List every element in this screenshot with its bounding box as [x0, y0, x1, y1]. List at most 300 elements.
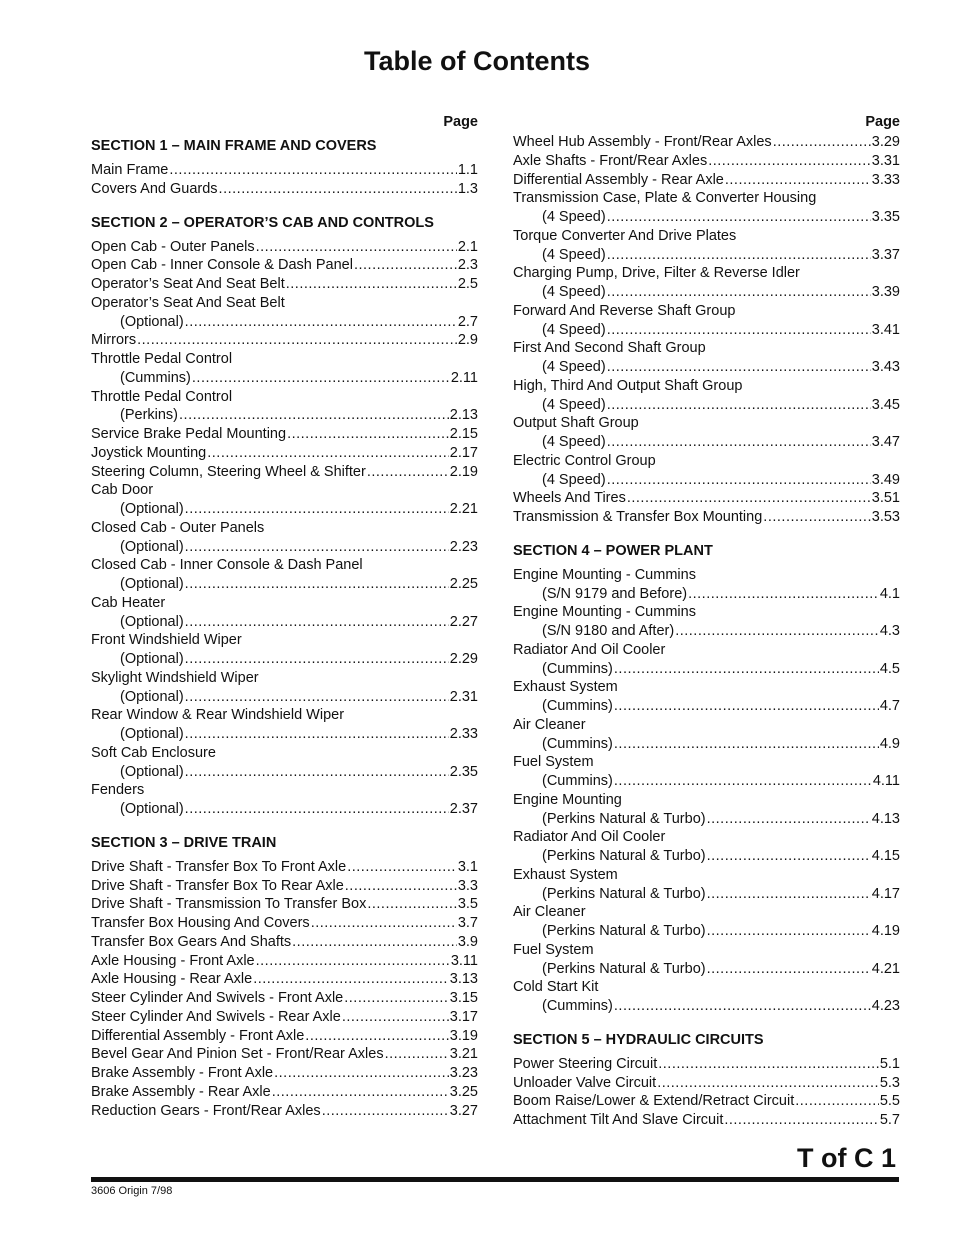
toc-entry[interactable]	[513, 508, 900, 527]
toc-entry-page: 3.13	[449, 971, 478, 988]
page-column-header: Page	[865, 114, 900, 130]
dot-leader	[607, 208, 871, 227]
toc-entry-page: 3.7	[457, 915, 478, 931]
toc-entry-title: Operator’s Seat And Seat Belt	[91, 294, 285, 311]
toc-entry[interactable]	[91, 444, 478, 463]
section-heading: SECTION 2 – OPERATOR’S CAB AND CONTROLS	[91, 214, 434, 231]
dot-leader	[688, 585, 879, 604]
section-entries	[513, 566, 900, 1016]
toc-entry[interactable]	[513, 414, 900, 433]
toc-entry[interactable]	[91, 763, 478, 782]
toc-entry-title: Air Cleaner	[513, 716, 586, 733]
toc-entry-page: 2.27	[449, 613, 478, 630]
dot-leader	[253, 970, 449, 989]
toc-entry-page: 1.1	[457, 162, 478, 178]
toc-entry-title: Attachment Tilt And Slave Circuit	[513, 1112, 724, 1128]
toc-entry[interactable]	[91, 294, 478, 313]
dot-leader	[305, 1027, 448, 1046]
section-heading: SECTION 5 – HYDRAULIC CIRCUITS	[513, 1031, 764, 1048]
toc-entry[interactable]	[91, 1045, 478, 1064]
dot-leader	[347, 858, 457, 877]
toc-entry[interactable]	[513, 489, 900, 508]
toc-entry-page: 3.35	[871, 209, 900, 225]
toc-entry-title: Reduction Gears - Front/Rear Axles	[91, 1102, 321, 1119]
toc-entry-title: (4 Speed)	[542, 471, 606, 488]
toc-entry-title: Power Steering Circuit	[513, 1055, 658, 1072]
toc-entry-page: 2.33	[449, 726, 478, 742]
dot-leader	[256, 238, 457, 257]
toc-entry[interactable]	[91, 800, 478, 819]
toc-entry-title: (4 Speed)	[542, 209, 606, 225]
dot-leader	[219, 180, 457, 199]
toc-entry-title: (Cummins)	[542, 735, 613, 752]
footer-rule	[91, 1177, 899, 1182]
toc-entry[interactable]	[91, 858, 478, 877]
toc-entry-title: Output Shaft Group	[513, 415, 639, 432]
section-entries	[91, 238, 478, 819]
toc-entry-title: (4 Speed)	[542, 359, 606, 375]
toc-entry[interactable]	[91, 1027, 478, 1046]
toc-entry[interactable]	[91, 481, 478, 500]
toc-entry-title: Radiator And Oil Cooler	[513, 641, 666, 658]
dot-leader	[773, 133, 871, 152]
toc-entry[interactable]	[91, 180, 478, 199]
toc-entry-page: 3.25	[449, 1083, 478, 1100]
toc-entry-page: 4.19	[871, 923, 900, 939]
toc-entry[interactable]	[513, 866, 900, 885]
dot-leader	[708, 152, 871, 171]
toc-entry-page: 5.3	[879, 1074, 900, 1091]
toc-entry[interactable]	[91, 369, 478, 388]
dot-leader	[707, 922, 871, 941]
dot-leader	[185, 613, 449, 632]
toc-entry-title: (Optional)	[120, 688, 184, 705]
toc-entry[interactable]	[513, 641, 900, 660]
toc-entry[interactable]	[513, 1111, 900, 1130]
toc-entry-page: 2.35	[449, 763, 478, 780]
toc-entry[interactable]	[513, 772, 900, 791]
toc-entry-title: Closed Cab - Inner Console & Dash Panel	[91, 557, 363, 574]
toc-entry[interactable]	[91, 500, 478, 519]
toc-entry[interactable]	[513, 227, 900, 246]
toc-entry-title: Transfer Box Gears And Shafts	[91, 933, 292, 950]
toc-entry-title: Service Brake Pedal Mounting	[91, 426, 287, 442]
toc-entry[interactable]	[513, 960, 900, 979]
toc-entry-page: 5.7	[879, 1112, 900, 1128]
toc-entry[interactable]	[91, 970, 478, 989]
toc-entry-title: (Optional)	[120, 538, 184, 555]
toc-entry-title: Axle Housing - Front Axle	[91, 952, 255, 969]
toc-entry[interactable]	[91, 877, 478, 896]
dot-leader	[367, 895, 456, 914]
toc-entry[interactable]	[513, 660, 900, 679]
dot-leader	[342, 1008, 449, 1027]
toc-entry-title: Throttle Pedal Control	[91, 388, 233, 405]
toc-entry-title: Air Cleaner	[513, 904, 586, 921]
toc-entry[interactable]	[91, 1083, 478, 1102]
toc-entry-title: Covers And Guards	[91, 180, 218, 197]
toc-entry[interactable]	[513, 941, 900, 960]
toc-entry[interactable]	[513, 377, 900, 396]
toc-entry[interactable]	[91, 388, 478, 407]
toc-entry-title: (Perkins Natural & Turbo)	[542, 960, 706, 977]
section-entries	[91, 161, 478, 199]
toc-entry-title: (Optional)	[120, 801, 184, 817]
page-title: Table of Contents	[364, 46, 590, 76]
toc-entry[interactable]	[513, 678, 900, 697]
toc-entry-page: 4.15	[871, 848, 900, 864]
toc-entry-title: Cab Heater	[91, 594, 166, 611]
toc-entry[interactable]	[91, 613, 478, 632]
toc-entry-page: 4.1	[879, 585, 900, 602]
dot-leader	[192, 369, 450, 388]
toc-entry[interactable]	[513, 246, 900, 265]
toc-entry[interactable]	[91, 1102, 478, 1121]
toc-entry-title: (4 Speed)	[542, 246, 606, 263]
toc-entry-title: Drive Shaft - Transmission To Transfer Box	[91, 896, 367, 913]
dot-leader	[614, 697, 879, 716]
dot-leader	[207, 444, 449, 463]
toc-entry[interactable]	[513, 208, 900, 227]
toc-entry-page: 2.25	[449, 576, 478, 592]
section-heading: SECTION 1 – MAIN FRAME AND COVERS	[91, 138, 377, 154]
dot-leader	[185, 688, 449, 707]
toc-entry[interactable]	[513, 810, 900, 829]
toc-entry-title: Wheels And Tires	[513, 490, 626, 507]
toc-entry-title: (Cummins)	[120, 369, 191, 386]
toc-entry[interactable]	[513, 396, 900, 415]
toc-entry-page: 3.47	[871, 434, 900, 450]
toc-entry-page: 2.3	[457, 257, 478, 274]
dot-leader	[169, 161, 456, 180]
toc-entry-page: 3.15	[449, 990, 478, 1006]
toc-entry-page: 2.15	[449, 426, 478, 442]
toc-entry-title: (Cummins)	[542, 773, 613, 789]
dot-leader	[607, 396, 871, 415]
toc-entry-title: Axle Shafts - Front/Rear Axles	[513, 152, 708, 169]
section-3-continued	[513, 133, 900, 527]
dot-leader	[607, 433, 871, 452]
toc-entry-title: Skylight Windshield Wiper	[91, 669, 259, 686]
toc-entry[interactable]	[513, 585, 900, 604]
toc-entry[interactable]	[513, 433, 900, 452]
toc-entry-title: Rear Window & Rear Windshield Wiper	[91, 707, 345, 724]
toc-entry-title: Cab Door	[91, 482, 154, 499]
dot-leader	[614, 997, 871, 1016]
toc-entry[interactable]	[91, 238, 478, 257]
dot-leader	[256, 952, 450, 971]
dot-leader	[675, 622, 879, 641]
toc-entry[interactable]	[513, 452, 900, 471]
toc-entry[interactable]	[513, 302, 900, 321]
dot-leader	[292, 933, 457, 952]
dot-leader	[185, 538, 449, 557]
toc-entry[interactable]	[91, 688, 478, 707]
toc-entry-title: Transmission Case, Plate & Converter Housing	[513, 190, 817, 207]
toc-entry[interactable]	[91, 933, 478, 952]
dot-leader	[658, 1055, 879, 1074]
toc-entry-title: Torque Converter And Drive Plates	[513, 227, 737, 244]
dot-leader	[725, 171, 871, 190]
toc-entry-title: Mirrors	[91, 332, 137, 349]
toc-entry-title: (4 Speed)	[542, 396, 606, 413]
toc-entry-title: Open Cab - Inner Console & Dash Panel	[91, 257, 353, 274]
toc-entry-page: 2.21	[449, 501, 478, 517]
toc-entry[interactable]	[513, 283, 900, 302]
toc-entry-page: 2.13	[449, 407, 478, 424]
toc-entry[interactable]	[513, 133, 900, 152]
toc-entry-page: 2.23	[449, 538, 478, 555]
toc-entry-page: 3.51	[871, 490, 900, 507]
dot-leader	[724, 1111, 878, 1130]
toc-entry-title: Unloader Valve Circuit	[513, 1074, 657, 1091]
toc-entry[interactable]	[513, 828, 900, 847]
toc-entry[interactable]	[91, 650, 478, 669]
toc-entry[interactable]	[91, 313, 478, 332]
toc-entry-title: Engine Mounting	[513, 791, 622, 808]
toc-entry-title: Transmission & Transfer Box Mounting	[513, 509, 763, 525]
toc-entry-title: Joystick Mounting	[91, 444, 207, 461]
toc-entry-page: 4.7	[879, 698, 900, 714]
dot-leader	[614, 772, 872, 791]
toc-entry-page: 3.9	[457, 933, 478, 950]
toc-entry-page: 4.23	[871, 998, 900, 1014]
toc-entry[interactable]	[513, 189, 900, 208]
toc-entry-title: Engine Mounting - Cummins	[513, 604, 696, 621]
toc-entry-title: Closed Cab - Outer Panels	[91, 519, 265, 536]
toc-entry-title: Bevel Gear And Pinion Set - Front/Rear Axles	[91, 1046, 384, 1063]
toc-entry[interactable]	[91, 425, 478, 444]
toc-entry-title: Fenders	[91, 782, 145, 799]
toc-entry[interactable]	[91, 350, 478, 369]
toc-entry[interactable]	[91, 463, 478, 482]
toc-entry-title: (Perkins Natural & Turbo)	[542, 848, 706, 864]
toc-entry-title: (Optional)	[120, 501, 184, 517]
toc-entry-title: Wheel Hub Assembly - Front/Rear Axles	[513, 134, 772, 150]
toc-entry[interactable]	[91, 538, 478, 557]
section-heading: SECTION 3 – DRIVE TRAIN	[91, 834, 277, 851]
dot-leader	[607, 246, 871, 265]
toc-entry[interactable]	[91, 781, 478, 800]
toc-entry[interactable]	[513, 471, 900, 490]
toc-entry[interactable]	[91, 556, 478, 575]
toc-entry-title: (4 Speed)	[542, 321, 606, 338]
toc-entry-title: Engine Mounting - Cummins	[513, 566, 696, 583]
dot-leader	[354, 256, 457, 275]
dot-leader	[614, 735, 879, 754]
toc-entry-title: Drive Shaft - Transfer Box To Rear Axle	[91, 877, 344, 894]
toc-entry-title: (Perkins Natural & Turbo)	[542, 810, 706, 827]
toc-entry-title: High, Third And Output Shaft Group	[513, 377, 743, 394]
toc-entry[interactable]	[513, 321, 900, 340]
toc-entry[interactable]	[91, 952, 478, 971]
toc-entry-page: 2.7	[457, 313, 478, 330]
toc-page-number: T of C 1	[797, 1143, 896, 1173]
toc-entry-title: Steer Cylinder And Swivels - Front Axle	[91, 990, 344, 1006]
toc-entry-title: Axle Housing - Rear Axle	[91, 971, 253, 988]
toc-entry[interactable]	[513, 997, 900, 1016]
dot-leader	[607, 358, 871, 377]
toc-entry-page: 2.19	[449, 463, 478, 480]
toc-entry-page: 2.9	[457, 332, 478, 349]
toc-entry-title: (Optional)	[120, 651, 184, 667]
dot-leader	[607, 471, 871, 490]
dot-leader	[657, 1074, 879, 1093]
toc-entry[interactable]	[91, 1008, 478, 1027]
toc-entry-page: 2.1	[457, 238, 478, 255]
toc-entry-page: 3.11	[450, 952, 478, 969]
toc-entry-title: Drive Shaft - Transfer Box To Front Axle	[91, 858, 347, 875]
toc-entry[interactable]	[513, 339, 900, 358]
page-column-header: Page	[443, 114, 478, 130]
toc-entry[interactable]	[91, 406, 478, 425]
dot-leader	[185, 800, 449, 819]
toc-entry-page: 3.31	[871, 152, 900, 169]
toc-entry-page: 3.53	[871, 509, 900, 525]
toc-entry[interactable]	[513, 566, 900, 585]
toc-entry[interactable]	[91, 895, 478, 914]
toc-entry-page: 4.5	[879, 660, 900, 677]
toc-entry-title: (Perkins Natural & Turbo)	[542, 923, 706, 939]
toc-entry[interactable]	[513, 171, 900, 190]
toc-entry-title: (Optional)	[120, 763, 184, 780]
toc-entry[interactable]	[513, 697, 900, 716]
toc-entry-page: 3.29	[871, 134, 900, 150]
toc-entry-page: 2.11	[450, 369, 478, 386]
toc-entry-title: (Perkins)	[120, 407, 179, 424]
dot-leader	[607, 283, 871, 302]
toc-entry-title: (Cummins)	[542, 660, 613, 677]
toc-entry-page: 1.3	[457, 180, 478, 197]
toc-entry-title: Soft Cab Enclosure	[91, 744, 216, 761]
dot-leader	[707, 885, 871, 904]
toc-entry-title: (Optional)	[120, 576, 184, 592]
toc-entry-page: 3.17	[449, 1008, 478, 1025]
toc-entry[interactable]	[91, 1064, 478, 1083]
toc-entry[interactable]	[91, 631, 478, 650]
toc-entry-page: 3.3	[457, 877, 478, 894]
toc-entry-title: Open Cab - Outer Panels	[91, 238, 255, 255]
toc-entry-page: 2.37	[449, 801, 478, 817]
origin-note: 3606 Origin 7/98	[91, 1185, 173, 1197]
toc-entry-title: (4 Speed)	[542, 284, 606, 300]
section-entries	[513, 1055, 900, 1130]
dot-leader	[627, 489, 871, 508]
toc-entry[interactable]	[91, 989, 478, 1008]
dot-leader	[763, 508, 870, 527]
toc-entry-title: Fuel System	[513, 754, 594, 771]
toc-entry-page: 5.5	[879, 1093, 900, 1110]
toc-entry-title: Fuel System	[513, 941, 594, 958]
toc-entry-title: (S/N 9180 and After)	[542, 623, 675, 639]
dot-leader	[707, 847, 871, 866]
toc-entry[interactable]	[513, 922, 900, 941]
toc-entry-page: 3.19	[449, 1027, 478, 1044]
toc-entry-page: 3.49	[871, 471, 900, 488]
toc-entry[interactable]	[513, 1055, 900, 1074]
toc-entry[interactable]	[91, 669, 478, 688]
toc-entry[interactable]	[513, 358, 900, 377]
toc-entry-title: First And Second Shaft Group	[513, 340, 706, 357]
toc-entry-title: Throttle Pedal Control	[91, 351, 233, 367]
dot-leader	[286, 275, 457, 294]
dot-leader	[185, 763, 449, 782]
dot-leader	[344, 989, 449, 1008]
toc-entry[interactable]	[513, 622, 900, 641]
toc-entry-page: 3.43	[871, 359, 900, 375]
dot-leader	[707, 960, 871, 979]
dot-leader	[185, 313, 457, 332]
toc-entry[interactable]	[91, 725, 478, 744]
toc-entry[interactable]	[513, 716, 900, 735]
toc-entry[interactable]	[91, 914, 478, 933]
dot-leader	[137, 331, 457, 350]
left-column	[91, 111, 478, 1135]
toc-entry-title: (S/N 9179 and Before)	[542, 585, 688, 602]
toc-entry-title: Differential Assembly - Front Axle	[91, 1027, 305, 1044]
right-column	[513, 111, 900, 1145]
toc-entry[interactable]	[513, 1092, 900, 1111]
toc-entry[interactable]	[91, 519, 478, 538]
toc-entry[interactable]	[513, 1074, 900, 1093]
dot-leader	[287, 425, 449, 444]
toc-entry-page: 3.39	[871, 284, 900, 300]
toc-entry-page: 3.27	[449, 1102, 478, 1119]
toc-entry[interactable]	[513, 753, 900, 772]
toc-entry[interactable]	[513, 903, 900, 922]
dot-leader	[385, 1045, 449, 1064]
toc-entry-page: 2.29	[449, 651, 478, 667]
section-entries	[91, 858, 478, 1121]
toc-entry[interactable]	[91, 161, 478, 180]
toc-entry-page: 5.1	[879, 1055, 900, 1072]
toc-entry[interactable]	[513, 978, 900, 997]
dot-leader	[345, 877, 457, 896]
toc-entry-title: (Optional)	[120, 726, 184, 742]
dot-leader	[185, 725, 449, 744]
toc-entry-title: Cold Start Kit	[513, 979, 599, 996]
toc-entry[interactable]	[513, 791, 900, 810]
toc-entry[interactable]	[513, 885, 900, 904]
toc-entry[interactable]	[513, 847, 900, 866]
toc-entry-page: 4.17	[871, 885, 900, 902]
toc-entry-page: 3.33	[871, 171, 900, 188]
toc-entry-title: Boom Raise/Lower & Extend/Retract Circuit	[513, 1093, 795, 1110]
toc-entry-page: 3.5	[457, 896, 478, 913]
toc-entry-page: 3.37	[871, 246, 900, 263]
toc-entry-title: Exhaust System	[513, 866, 618, 883]
toc-entry[interactable]	[91, 594, 478, 613]
toc-entry[interactable]	[513, 603, 900, 622]
toc-entry-title: Steer Cylinder And Swivels - Rear Axle	[91, 1008, 341, 1025]
toc-entry[interactable]	[91, 331, 478, 350]
toc-entry[interactable]	[513, 264, 900, 283]
toc-entry-page: 3.21	[449, 1046, 478, 1063]
toc-entry[interactable]	[91, 706, 478, 725]
dot-leader	[322, 1102, 449, 1121]
toc-entry-title: Forward And Reverse Shaft Group	[513, 302, 736, 319]
dot-leader	[274, 1064, 449, 1083]
toc-entry[interactable]	[513, 735, 900, 754]
toc-entry[interactable]	[91, 275, 478, 294]
toc-entry-page: 2.31	[449, 688, 478, 705]
toc-entry[interactable]	[91, 575, 478, 594]
toc-entry[interactable]	[91, 256, 478, 275]
toc-entry-page: 3.41	[871, 321, 900, 338]
dot-leader	[311, 914, 457, 933]
toc-entry[interactable]	[91, 744, 478, 763]
toc-entry[interactable]	[513, 152, 900, 171]
